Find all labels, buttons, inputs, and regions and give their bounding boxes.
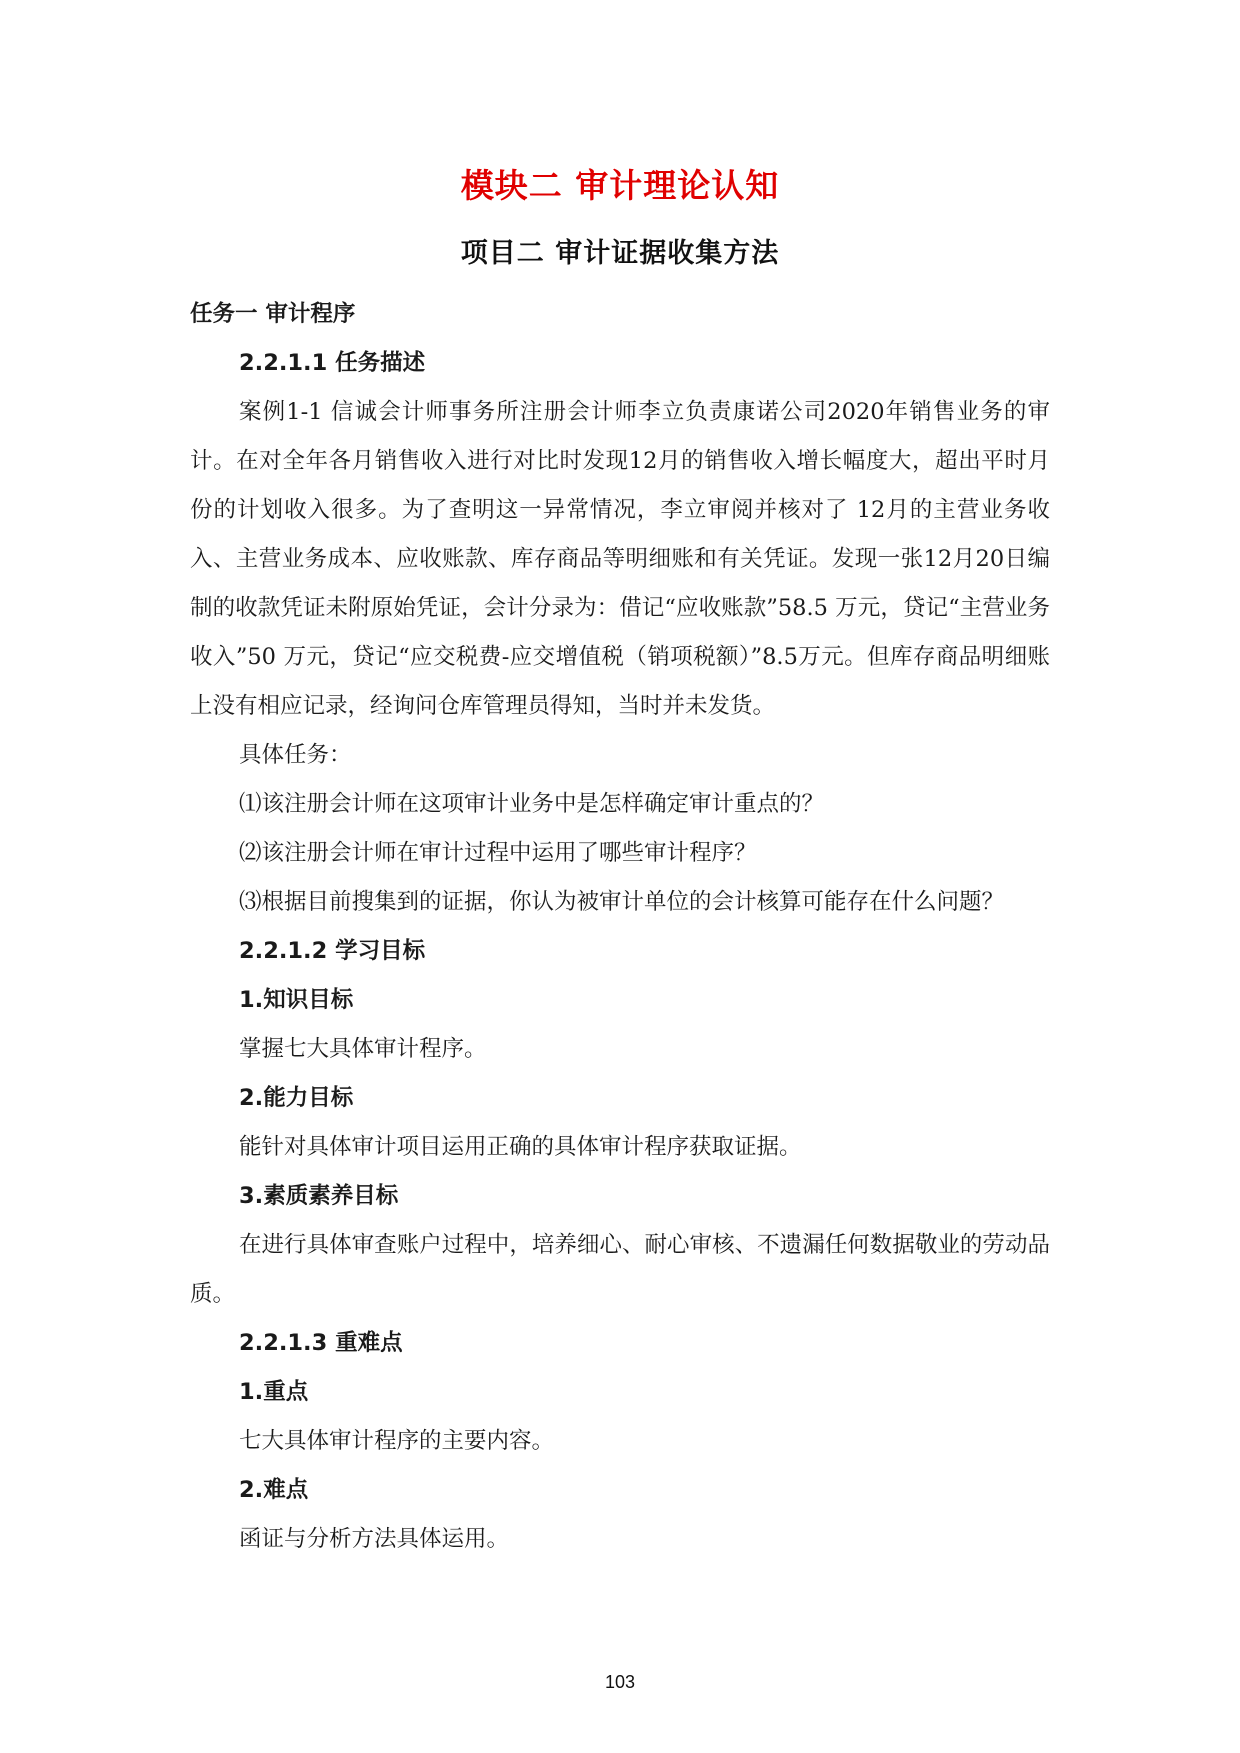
difficult-point-heading: 2.难点	[239, 1477, 309, 1503]
ability-goal-heading: 2.能力目标	[239, 1085, 354, 1111]
key-point-heading: 1.重点	[239, 1379, 309, 1405]
knowledge-goal-text: 掌握七大具体审计程序。	[239, 1036, 487, 1062]
section-heading-learning-goals: 2.2.1.2 学习目标	[239, 938, 426, 964]
section-heading-key-points: 2.2.1.3 重难点	[239, 1330, 403, 1356]
case-paragraph: 案例1-1 信诚会计师事务所注册会计师李立负责康诺公司2020年销售业务的审计。在对全年各月销售收入进行对比时发现12月的销售收入增长幅度大，超出平时月份的计划收入很多。为了查明这一异常情况，李立审阅并核对了 12月的主营业务收入、主营业务成本、应收账款、库存商品等明细账和有关凭证。发现一张12月20日编制的收款凭证未附原始凭证，会计分录为：借记“应收账款”58.5 万元，贷记“主营业务收入”50 万元，贷记“应交税费-应交增值税（销项税额）”8.5万元。但库存商品明细账上没有相应记录，经询问仓库管理员得知，当时并未发货。	[190, 399, 1050, 719]
quality-goal-text: 在进行具体审查账户过程中，培养细心、耐心审核、不遗漏任何数据敬业的劳动品质。	[190, 1232, 1050, 1307]
page-content	[190, 290, 1050, 1564]
project-title: 项目二 审计证据收集方法	[460, 238, 780, 269]
module-title: 模块二 审计理论认知	[460, 166, 780, 205]
page-number: 103	[604, 1672, 636, 1692]
quality-goal-heading: 3.素质素养目标	[239, 1183, 399, 1209]
section-heading-task-description: 2.2.1.1 任务描述	[239, 350, 426, 376]
task-item-3: ⑶根据目前搜集到的证据，你认为被审计单位的会计核算可能存在什么问题？	[239, 889, 1005, 915]
tasks-label: 具体任务：	[239, 742, 352, 768]
task-item-1: ⑴该注册会计师在这项审计业务中是怎样确定审计重点的？	[239, 791, 825, 817]
task-heading: 任务一 审计程序	[190, 301, 356, 327]
ability-goal-text: 能针对具体审计项目运用正确的具体审计程序获取证据。	[239, 1134, 802, 1160]
key-point-text: 七大具体审计程序的主要内容。	[239, 1428, 555, 1454]
knowledge-goal-heading: 1.知识目标	[239, 987, 354, 1013]
difficult-point-text: 函证与分析方法具体运用。	[239, 1526, 510, 1552]
task-item-2: ⑵该注册会计师在审计过程中运用了哪些审计程序？	[239, 840, 757, 866]
